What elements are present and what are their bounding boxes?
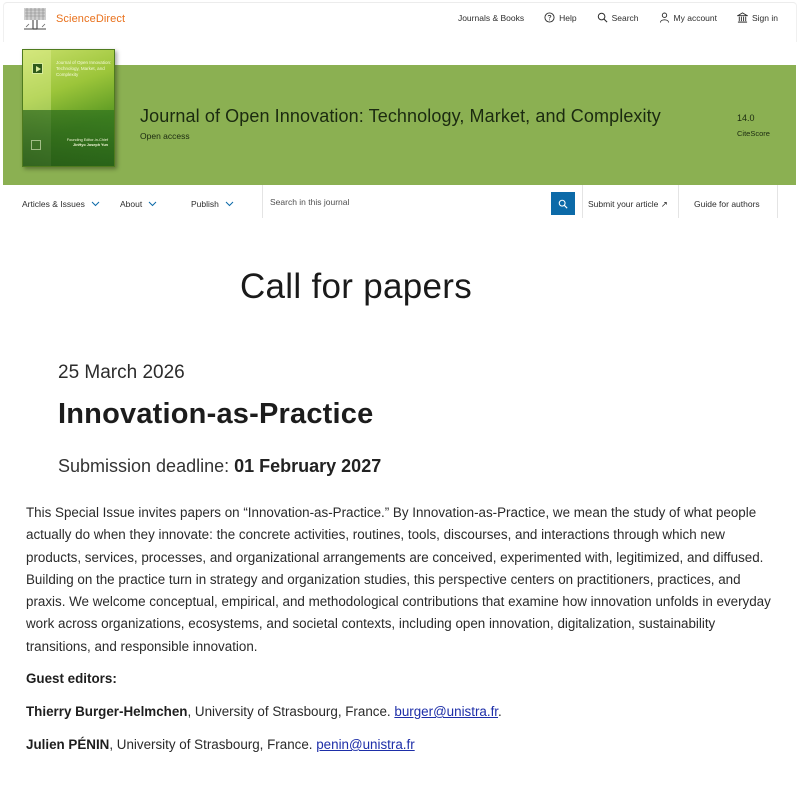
sign-in-label: Sign in <box>752 12 778 23</box>
chevron-down-icon <box>225 201 234 207</box>
articles-issues-label: Articles & Issues <box>22 199 85 209</box>
search-link[interactable] <box>597 12 639 23</box>
cover-editor <box>67 138 108 148</box>
articles-issues-menu[interactable] <box>22 199 100 209</box>
site-header <box>0 0 800 40</box>
sciencedirect-logo[interactable] <box>22 7 125 31</box>
help-label: Help <box>559 12 577 23</box>
editor-name: Julien PÉNIN <box>26 737 110 752</box>
journal-cover-image[interactable] <box>22 49 115 167</box>
editor-affiliation: , University of Strasbourg, France. <box>109 737 317 752</box>
my-account-label: My account <box>673 12 717 23</box>
elsevier-tree-icon <box>22 7 48 31</box>
person-icon <box>659 12 670 23</box>
cover-editor-name: JinHyo Joseph Yun <box>73 143 108 147</box>
page-title: Call for papers <box>239 267 473 306</box>
cover-elsevier-logo-icon <box>31 140 41 150</box>
deadline-value: 01 February 2027 <box>234 456 382 476</box>
submit-article-link[interactable]: Submit your article ↗ <box>588 199 668 209</box>
publish-date: 25 March 2026 <box>58 362 185 383</box>
editor-email-link[interactable]: burger@unistra.fr <box>394 704 499 719</box>
cover-play-icon <box>32 63 43 74</box>
search-icon <box>597 12 608 23</box>
top-navigation <box>438 12 778 23</box>
chevron-down-icon <box>148 201 157 207</box>
special-issue-title: Innovation-as-Practice <box>58 398 374 430</box>
open-access-label: Open access <box>140 131 190 141</box>
help-link[interactable] <box>544 12 576 23</box>
sign-in-link[interactable] <box>737 12 778 23</box>
cover-title: Journal of Open Innovation: Technology, Market, and Complexity <box>56 60 112 77</box>
editor-trailing-punct: . <box>498 704 502 719</box>
guest-editor-item <box>26 737 415 752</box>
journal-search-button[interactable] <box>551 192 575 215</box>
help-circle-icon <box>544 12 555 23</box>
editor-name: Thierry Burger-Helmchen <box>26 704 188 719</box>
editor-affiliation: , University of Strasbourg, France. <box>187 704 395 719</box>
citescore-label[interactable]: CiteScore <box>737 129 770 138</box>
my-account-link[interactable] <box>659 12 717 23</box>
about-menu[interactable] <box>120 199 157 209</box>
journals-books-link[interactable] <box>458 13 524 23</box>
journals-books-label: Journals & Books <box>457 12 525 23</box>
cover-editor-label: Founding Editor-in-Chief <box>66 138 108 142</box>
editor-email-link[interactable]: penin@unistra.fr <box>316 737 415 752</box>
journal-title[interactable]: Journal of Open Innovation: Technology, Market, and Complexity <box>140 106 661 126</box>
nav-divider <box>678 185 679 218</box>
about-label: About <box>120 199 143 209</box>
journal-search-input[interactable] <box>264 190 546 214</box>
nav-divider <box>777 185 778 218</box>
special-issue-description: This Special Issue invites papers on “Innovation-as-Practice.” By Innovation-as-Practice, we mean the study of what people actually do when they innovate: the concrete activities, routines, tools, discourses, and interactions through which new products, services, processes, and organizational arrangements are conceived, experimented with, legitimized, and diffused. Building on the practice turn in strategy and organization studies, this perspective centers on practitioners, practices, and praxis. We welcome conceptual, empirical, and methodological contributions that examine how innovation unfolds in everyday work across organizations, ecosystems, and societal contexts, including open innovation, digitalization, sustainability transitions, and responsible innovation. <box>26 505 771 654</box>
guide-for-authors-link[interactable]: Guide for authors <box>694 199 760 209</box>
citescore-value[interactable]: 14.0 <box>737 113 755 123</box>
nav-divider <box>582 185 583 218</box>
chevron-down-icon <box>91 201 100 207</box>
institution-icon <box>737 12 748 23</box>
deadline-label: Submission deadline: <box>58 456 230 476</box>
search-icon <box>558 199 568 209</box>
search-label: Search <box>611 12 639 23</box>
submission-deadline <box>58 456 381 477</box>
guest-editors-heading: Guest editors: <box>26 671 117 686</box>
brand-name: ScienceDirect <box>56 13 126 25</box>
publish-menu[interactable] <box>191 199 234 209</box>
guest-editor-item <box>26 704 502 719</box>
publish-label: Publish <box>191 199 219 209</box>
nav-divider <box>262 185 263 218</box>
